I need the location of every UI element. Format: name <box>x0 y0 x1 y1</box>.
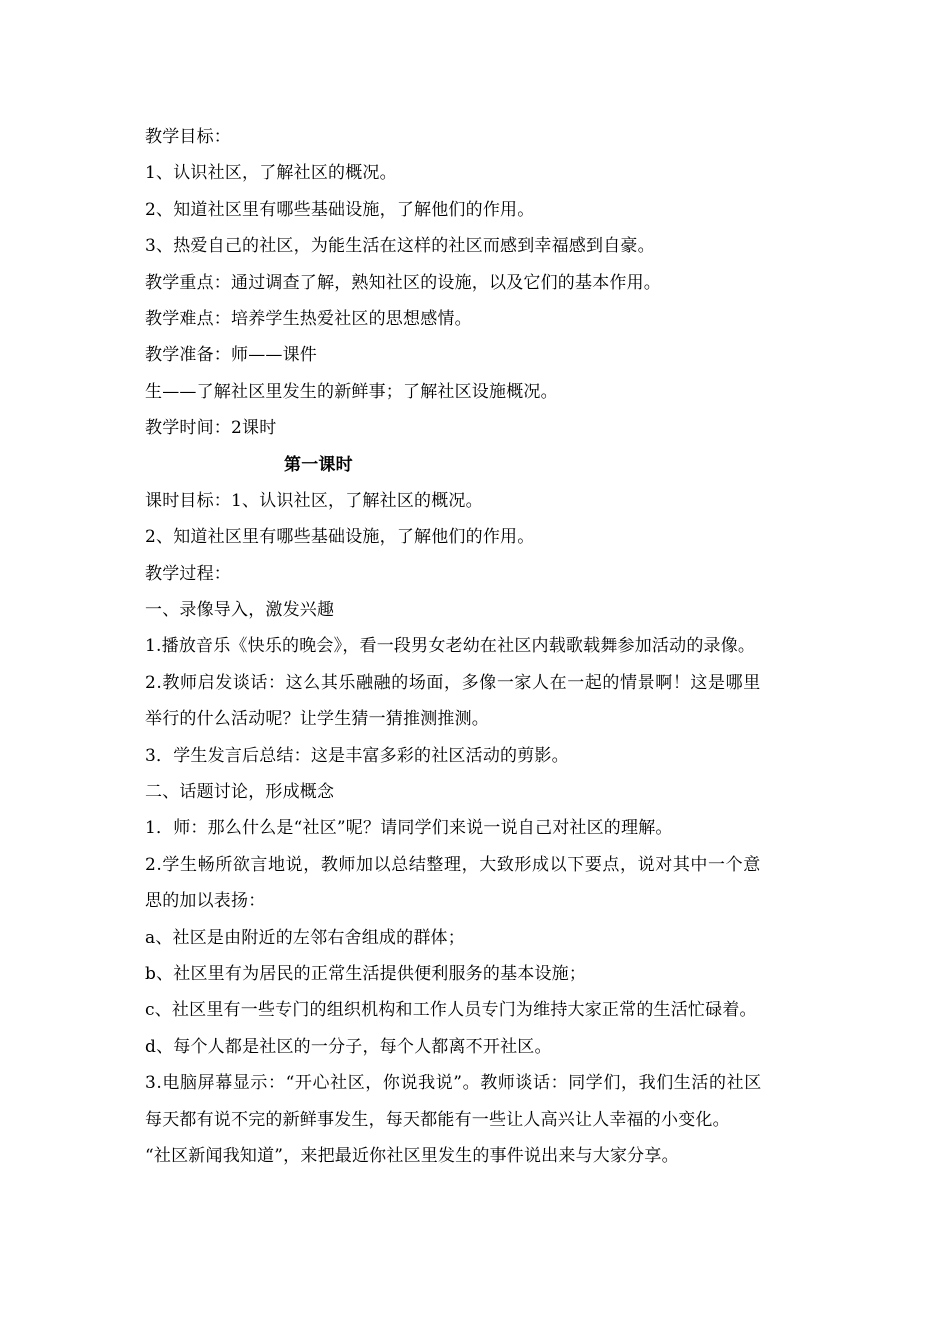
text-line: 2.学生畅所欲言地说，教师加以总结整理，大致形成以下要点，说对其中一个意 <box>145 854 761 875</box>
text-line: 2、知道社区里有哪些基础设施，了解他们的作用。 <box>145 527 535 548</box>
text-line: “社区新闻我知道”，来把最近你社区里发生的事件说出来与大家分享。 <box>145 1145 679 1166</box>
text-line: a、社区是由附近的左邻右舍组成的群体； <box>145 927 465 948</box>
text-line: 课时目标：1、认识社区，了解社区的概况。 <box>145 490 483 511</box>
text-line: 2、知道社区里有哪些基础设施，了解他们的作用。 <box>145 199 535 220</box>
text-line: 2.教师启发谈话：这么其乐融融的场面，多像一家人在一起的情景啊！这是哪里 <box>145 672 761 693</box>
text-line: 每天都有说不完的新鲜事发生，每天都能有一些让人高兴让人幸福的小变化。 <box>145 1109 730 1130</box>
text-line: d、每个人都是社区的一分子，每个人都离不开社区。 <box>145 1036 552 1057</box>
text-line: 3.电脑屏幕显示：“开心社区，你说我说”。教师谈话：同学们，我们生活的社区 <box>145 1073 762 1094</box>
text-line: 生——了解社区里发生的新鲜事；了解社区设施概况。 <box>145 381 558 402</box>
text-line: c、社区里有一些专门的组织机构和工作人员专门为维持大家正常的生活忙碌着。 <box>145 1000 757 1021</box>
text-line: 举行的什么活动呢？让学生猜一猜推测推测。 <box>145 709 489 730</box>
text-line: 教学目标： <box>145 127 231 147</box>
text-line: 思的加以表扬： <box>145 891 266 912</box>
section-heading: 第一课时 <box>284 454 353 475</box>
text-line: 教学难点：培养学生热爱社区的思想感情。 <box>145 308 472 329</box>
text-line: 3、热爱自己的社区，为能生活在这样的社区而感到幸福感到自豪。 <box>145 236 655 257</box>
document-body <box>145 119 825 1174</box>
text-line: 教学重点：通过调查了解，熟知社区的设施，以及它们的基本作用。 <box>145 272 661 293</box>
text-line: b、社区里有为居民的正常生活提供便利服务的基本设施； <box>145 963 587 984</box>
text-line: 教学时间：2课时 <box>145 418 277 439</box>
text-line: 1．师：那么什么是“社区”呢？请同学们来说一说自己对社区的理解。 <box>145 818 673 839</box>
text-line: 1.播放音乐《快乐的晚会》，看一段男女老幼在社区内载歌载舞参加活动的录像。 <box>145 636 756 657</box>
text-line: 二、话题讨论，形成概念 <box>145 782 335 803</box>
text-line: 3．学生发言后总结：这是丰富多彩的社区活动的剪影。 <box>145 745 569 766</box>
text-line: 教学过程： <box>145 563 231 584</box>
text-line: 教学准备：师——课件 <box>145 345 317 366</box>
text-line: 一、录像导入，激发兴趣 <box>145 600 335 621</box>
text-line: 1、认识社区，了解社区的概况。 <box>145 163 397 184</box>
